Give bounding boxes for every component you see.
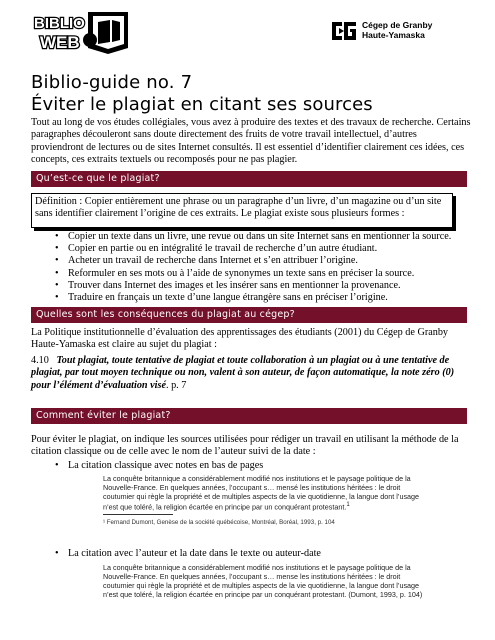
footnote-divider	[103, 514, 173, 515]
list-item: • Traduire en français un texte d’une langue étrangère sans en préciser l’origine.	[50, 292, 470, 304]
citation-method-classic	[50, 460, 263, 472]
sample-citation-author-date: La conquête britannique a considérablement modifié nos institutions et le paysage politique de la Nouvelle-France. En quelques années, l’occupant s… mense les institutions héritées : le droit coutumier qui règle la propriété et de multiples aspects de la vie quotidienne, la langue dont l’usage n’est que toléré, la religion écartée en principe par un conquérant protestant. (Dumont, 1993, p. 104)	[103, 563, 423, 599]
biblio-web-logo	[30, 8, 130, 58]
plagiarism-forms-list	[50, 231, 470, 304]
sample-text: La conquête britannique a considérablement modifié nos institutions et le paysage politique de la Nouvelle-France. En quelques années, l’occupant s… mensé les institutions héritées : le droit coutumier qui règle la propriété et de multiples aspects de la vie quotidienne, la langue dont l’usage n’est que toléré, la religion écartée en principe par un conquérant protestant.	[103, 474, 420, 512]
citation-method-author-date	[50, 548, 321, 560]
definition-text: Définition : Copier entièrement une phrase ou un paragraphe d’un livre, d’un magazine ou d’un site sans identifier clairement l’origine de ces extraits. Le plagiat existe sous plusieurs formes :	[35, 196, 442, 220]
list-item: • La citation avec l’auteur et la date dans le texte ou auteur-date	[50, 548, 321, 560]
policy-paragraph: La Politique institutionnelle d’évaluation des apprentissages des étudiants (2001) du Cégep de Granby Haute-Yamaska est claire au sujet du plagiat :	[31, 327, 449, 351]
cegep-logo	[330, 18, 480, 48]
logo-text-web: WEB	[40, 33, 80, 52]
section-heading-how-to-avoid: Comment éviter le plagiat?	[31, 408, 467, 424]
article-page: . p. 7	[165, 379, 187, 391]
page-subtitle: Éviter le plagiat en citant ses sources	[31, 94, 373, 115]
college-name-line1: Cégep de Granby	[362, 20, 433, 30]
cegep-logo-mark-icon	[330, 18, 358, 44]
section-heading-what-is-plagiarism: Qu’est-ce que le plagiat?	[31, 171, 467, 187]
footnote-marker: 1	[346, 502, 350, 508]
list-item: • Copier en partie ou en intégralité le travail de recherche d’un autre étudiant.	[50, 243, 470, 255]
list-item: • La citation classique avec notes en bas de pages	[50, 460, 263, 472]
intro-paragraph: Tout au long de vos études collégiales, vous avez à produire des textes et des travaux de recherche. Certains paragraphes découleront sans doute directement des fruits de votre travail intellectuel, d’autres proviendront de lectures ou de sites Internet consultés. Il est essentiel d’identifier clairement ces idées, ces concepts, ces extraits textuels ou recomposés pour ne pas plagier.	[31, 117, 471, 166]
avoid-paragraph: Pour éviter le plagiat, on indique les sources utilisées pour rédiger un travail en utilisant la méthode de la citation classique ou de celle avec le nom de l’auteur suivi de la date :	[31, 434, 459, 458]
list-item: • Acheter un travail de recherche dans Internet et s’en attribuer l’origine.	[50, 255, 470, 267]
article-text: Tout plagiat, toute tentative de plagiat et toute collaboration à un plagiat ou à une tentative de plagiat, par tout moyen technique ou non, valent à son auteur, de façon automatique, la note zéro (0) pour l’élément d’évaluation visé	[31, 355, 455, 391]
section-heading-consequences: Quelles sont les conséquences du plagiat au cégep?	[31, 307, 467, 323]
logo-text-biblio: BIBLIO	[34, 15, 85, 32]
list-item: • Reformuler en ses mots ou à l’aide de synonymes un texte sans en préciser la source.	[50, 268, 470, 280]
list-item: • Trouver dans Internet des images et les insérer sans en mentionner la provenance.	[50, 280, 470, 292]
sample-citation-footnote-style	[103, 474, 433, 511]
list-item: • Copier un texte dans un livre, une revue ou dans un site Internet sans en mentionner la source.	[50, 231, 470, 243]
page-title: Biblio-guide no. 7	[31, 72, 193, 93]
definition-box	[31, 193, 453, 228]
college-name-line2: Haute-Yamaska	[362, 30, 425, 40]
article-number: 4.10	[31, 355, 49, 366]
footnote-text: ¹ Fernand Dumont, Genèse de la société québécoise, Montréal, Boréal, 1993, p. 104	[103, 519, 335, 526]
policy-article	[31, 355, 466, 392]
